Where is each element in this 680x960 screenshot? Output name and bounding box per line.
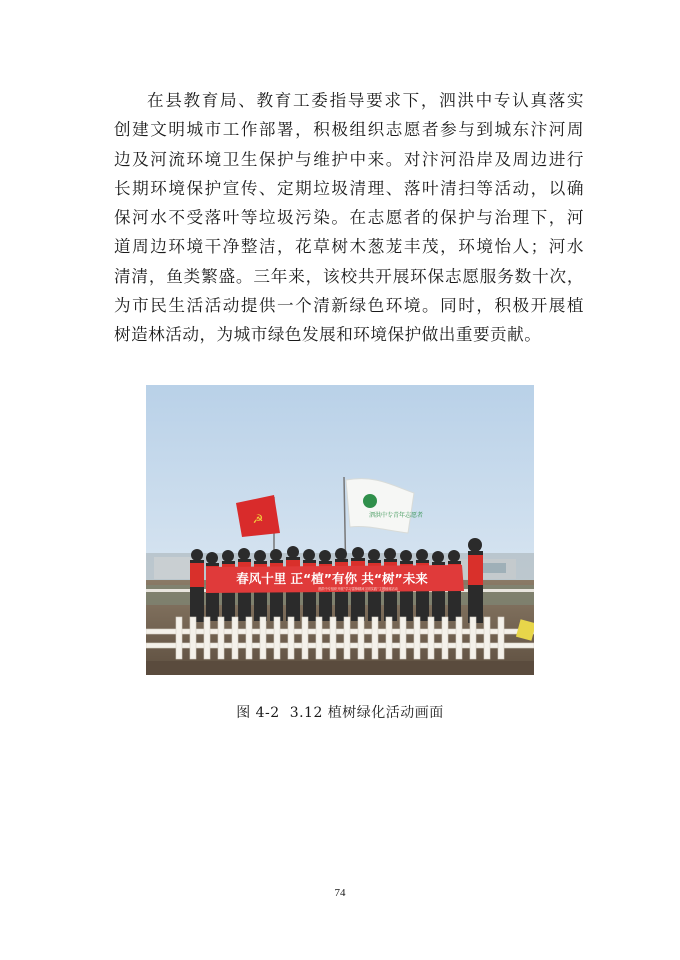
paragraph-line: 树造林活动，为城市绿色发展和环境保护做出重要贡献。 [114, 325, 542, 345]
paragraph-line: 道周边环境干净整洁，花草树木葱茏丰茂，环境怡人；河水 [114, 237, 584, 257]
body-paragraph [114, 86, 584, 350]
paragraph-line: 清清，鱼类繁盛。三年来，该校共开展环保志愿服务数十次， [114, 266, 584, 286]
figure-label: 图 4-2 [236, 705, 280, 721]
paragraph-line: 为市民生活活动提供一个清新绿色环境。同时，积极开展植 [114, 296, 584, 316]
paragraph-line: 长期环境保护宣传、定期垃圾清理、落叶清扫等活动，以确 [114, 178, 584, 198]
volunteer-flag-text: 泗洪中专青年志愿者 [368, 512, 424, 519]
paragraph-line: 在县教育局、教育工委指导要求下，泗洪中专认真落实 [147, 91, 584, 110]
paragraph-line: 边及河流环境卫生保护与维护中来。对汴河沿岸及周边进行 [114, 149, 584, 169]
paragraph-line: 保河水不受落叶等垃圾污染。在志愿者的保护与治理下，河 [114, 208, 584, 228]
svg-text:☭: ☭ [252, 512, 264, 526]
banner-subtitle: 泗洪中专组织开展“学习雷锋精神文明实践”主题植树活动 [318, 587, 398, 591]
paragraph-line: 创建文明城市工作部署，积极组织志愿者参与到城东汴河周 [114, 120, 584, 140]
figure-title: 3.12 植树绿化活动画面 [289, 705, 444, 721]
figure-caption [0, 702, 680, 722]
banner-slogan: 春风十里 正“植”有你 共“树”未来 [236, 571, 428, 586]
page-number: 74 [334, 887, 346, 899]
tree-planting-photo [146, 385, 534, 675]
